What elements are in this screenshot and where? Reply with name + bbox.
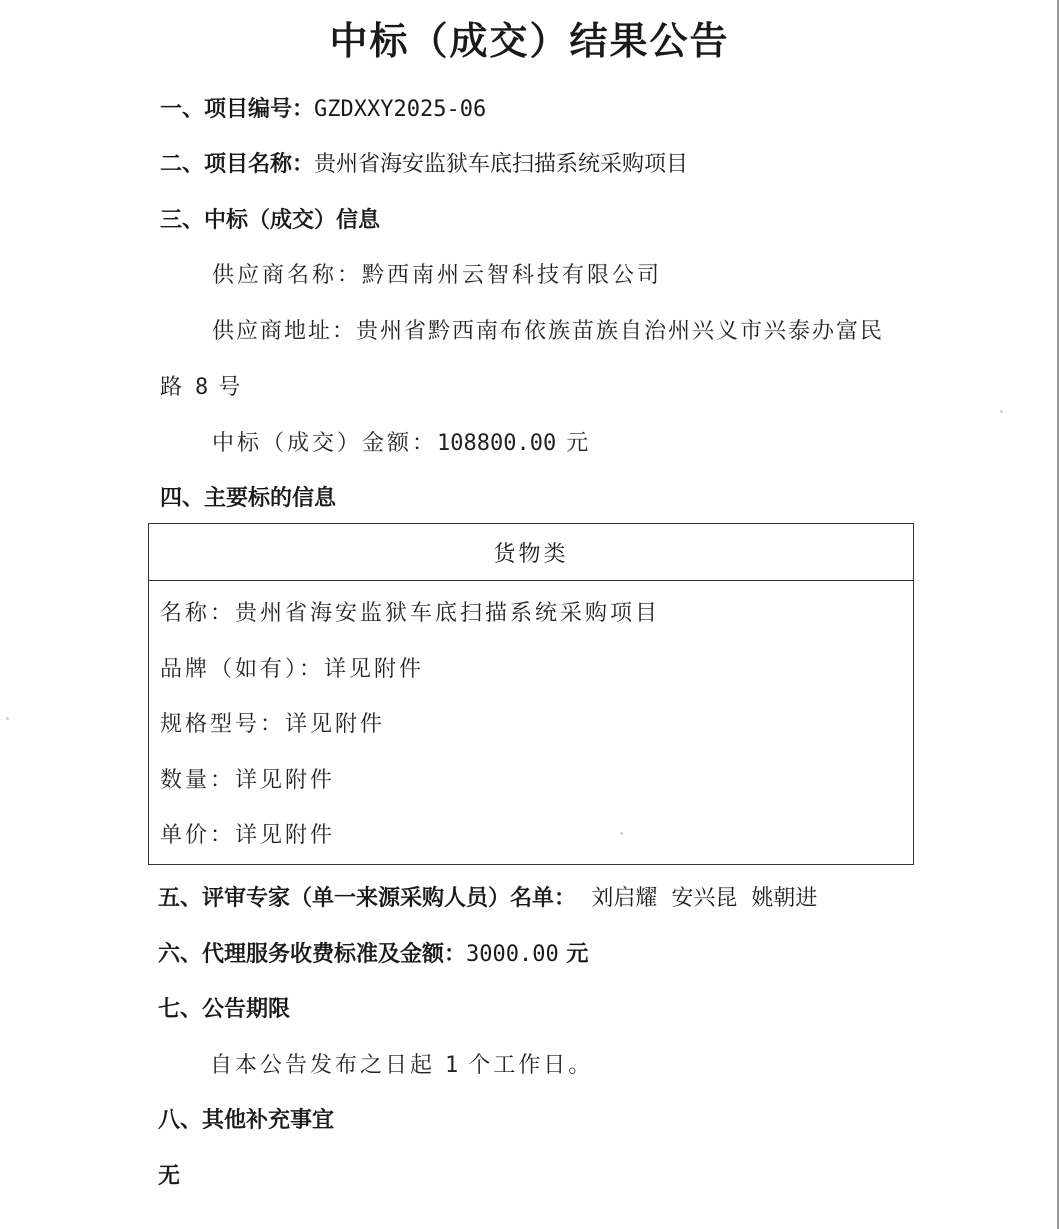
supplier-address-number: 8 xyxy=(195,375,209,400)
notice-period-text xyxy=(210,1048,593,1079)
award-amount-label: 中标（成交）金额： xyxy=(212,431,438,456)
experts-label: 五、评审专家（单一来源采购人员）名单： xyxy=(158,886,577,911)
award-info-heading: 三、中标（成交）信息 xyxy=(160,208,381,233)
supplier-address-suffix: 号 xyxy=(218,375,244,400)
supplier-address-road: 路 xyxy=(160,375,186,400)
main-items-heading: 四、主要标的信息 xyxy=(160,486,337,511)
goods-table-header: 货物类 xyxy=(149,524,913,581)
supplier-name-label: 供应商名称： xyxy=(212,263,363,288)
goods-table xyxy=(148,523,914,865)
project-name-value: 贵州省海安监狱车底扫描系统采购项目 xyxy=(314,152,689,177)
scan-speck xyxy=(6,717,9,720)
notice-period-number: 1 xyxy=(445,1053,459,1078)
agency-fee-unit: 元 xyxy=(566,942,589,967)
supplier-address-line2 xyxy=(160,370,243,401)
award-amount-line xyxy=(212,426,591,457)
other-matters-heading: 八、其他补充事宜 xyxy=(158,1108,335,1133)
supplier-name-value: 黔西南州云智科技有限公司 xyxy=(362,263,663,288)
project-number-label: 一、项目编号： xyxy=(160,97,315,122)
award-amount-value: 108800.00 xyxy=(437,431,557,456)
supplier-name-line xyxy=(212,258,662,289)
supplier-address-line1 xyxy=(212,314,884,345)
goods-table-row: 单价：详见附件 xyxy=(160,823,336,848)
project-number-value: GZDXXY2025-06 xyxy=(314,97,487,122)
goods-table-row: 名称：贵州省海安监狱车底扫描系统采购项目 xyxy=(160,601,661,626)
experts-line xyxy=(158,881,817,912)
experts-value: 刘启耀 安兴昆 姚朝进 xyxy=(591,886,818,911)
scan-speck xyxy=(620,832,623,835)
goods-table-row: 规格型号：详见附件 xyxy=(160,712,386,737)
supplier-address-label: 供应商地址： xyxy=(212,319,357,344)
goods-table-row: 品牌（如有）：详见附件 xyxy=(160,657,425,682)
page-title: 中标（成交）结果公告 xyxy=(329,19,730,63)
agency-fee-line xyxy=(158,937,588,968)
project-name-label: 二、项目名称： xyxy=(160,152,315,177)
agency-fee-value: 3000.00 xyxy=(466,942,559,967)
project-name-line xyxy=(160,147,688,178)
scan-speck xyxy=(1000,410,1003,413)
award-amount-unit: 元 xyxy=(566,431,592,456)
other-matters-content: 无 xyxy=(158,1164,181,1189)
project-number-line xyxy=(160,92,486,123)
goods-table-row: 数量：详见附件 xyxy=(160,768,336,793)
notice-period-heading: 七、公告期限 xyxy=(158,997,291,1022)
agency-fee-label: 六、代理服务收费标准及金额： xyxy=(158,942,467,967)
notice-period-prefix: 自本公告发布之日起 xyxy=(210,1053,436,1078)
supplier-address-value: 贵州省黔西南布依族苗族自治州兴义市兴泰办富民 xyxy=(356,319,885,344)
notice-period-suffix: 个工作日。 xyxy=(468,1053,594,1078)
